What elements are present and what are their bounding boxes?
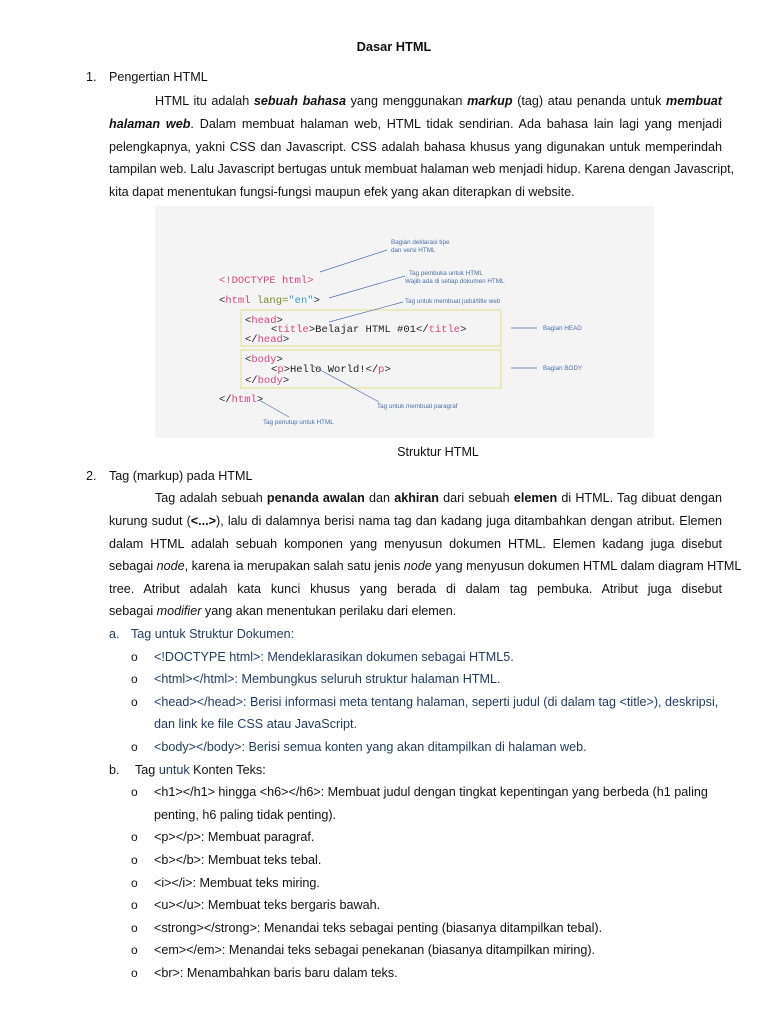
section-2-paragraph-line-5: tree. Atribut adalah kata kunci khusus yang berada di dalam tag pembuka. Atribut juga disebut	[109, 582, 722, 596]
section-1-number: 1.	[86, 70, 97, 84]
pointer-html-open	[329, 276, 405, 298]
bullet-icon: o	[131, 830, 138, 844]
sub-b-item-b: <b></b>: Membuat teks tebal.	[154, 853, 322, 867]
sub-b-item-strong: <strong></strong>: Menandai teks sebagai penting (biasanya ditampilkan tebal).	[154, 921, 603, 935]
sub-b-item-i: <i></i>: Membuat teks miring.	[154, 876, 320, 890]
sub-a-item-html: <html></html>: Membungkus seluruh struktur halaman HTML.	[154, 672, 501, 686]
section-1-paragraph-line-3: pelengkapnya, yakni CSS dan Javascript. CSS adalah bahasa khusus yang digunakan untuk memperindah	[109, 140, 722, 154]
annotation-body: Bagian BODY	[543, 365, 583, 372]
annotation-title: Tag untuk membuat judul/title web	[405, 298, 501, 305]
sub-b-item-headings: <h1></h1> hingga <h6></h6>: Membuat judul dengan tingkat kepentingan yang berbeda (h1 paling	[154, 785, 708, 799]
section-2-heading: Tag (markup) pada HTML	[109, 469, 253, 483]
sub-a-item-head: <head></head>: Berisi informasi meta tentang halaman, seperti judul (di dalam tag <title>), deskripsi,	[154, 695, 719, 709]
bullet-icon: o	[131, 650, 138, 664]
bullet-icon: o	[131, 672, 138, 686]
sub-b-item-u: <u></u>: Membuat teks bergaris bawah.	[154, 898, 381, 912]
html-structure-figure	[155, 206, 654, 438]
sub-a-label: a.	[109, 627, 120, 641]
pointer-html-close	[259, 400, 289, 417]
bullet-icon: o	[131, 740, 138, 754]
sub-a-item-doctype: <!DOCTYPE html>: Mendeklarasikan dokumen sebagai HTML5.	[154, 650, 514, 664]
bullet-icon: o	[131, 966, 138, 980]
bullet-icon: o	[131, 785, 138, 799]
section-1-heading: Pengertian HTML	[109, 70, 208, 84]
section-2-paragraph-line-2: kurung sudut (<...>), lalu di dalamnya berisi nama tag dan kadang juga ditambahkan dengan atribut. Elemen	[109, 514, 722, 528]
bullet-icon: o	[131, 876, 138, 890]
code-doctype: <!DOCTYPE html>	[219, 275, 314, 287]
sub-a-heading: Tag untuk Struktur Dokumen:	[131, 627, 295, 641]
section-1-paragraph-line-2: halaman web. Dalam membuat halaman web, HTML tidak sendirian. Ada bahasa lain lagi yang menjadi	[109, 117, 722, 131]
bullet-icon: o	[131, 943, 138, 957]
annotation-html-open-2: Wajib ada di setiap dokumen HTML	[405, 278, 505, 285]
bullet-icon: o	[131, 921, 138, 935]
sub-b-item-p: <p></p>: Membuat paragraf.	[154, 830, 315, 844]
section-1-paragraph-line-4: tampilan web. Lalu Javascript bertugas untuk membuat halaman web menjadi hidup. Karena dengan Javascript,	[109, 162, 735, 176]
bullet-icon: o	[131, 898, 138, 912]
sub-b-item-em: <em></em>: Menandai teks sebagai penekanan (biasanya ditampilkan miring).	[154, 943, 596, 957]
annotation-doctype-1: Bagian deklarasi tipe	[391, 239, 450, 246]
section-1-paragraph-line-5: kita dapat menentukan fungsi-fungsi maupun efek yang akan diterapkan di website.	[109, 185, 575, 199]
pointer-doctype	[320, 250, 387, 272]
bullet-icon: o	[131, 695, 138, 709]
annotation-head: Bagian HEAD	[543, 325, 582, 332]
section-2-paragraph-line-6: sebagai modifier yang akan menentukan perilaku dari elemen.	[109, 604, 457, 618]
sub-a-item-body: <body></body>: Berisi semua konten yang akan ditampilkan di halaman web.	[154, 740, 587, 754]
sub-b-heading: Tag untuk Konten Teks:	[135, 763, 266, 777]
code-html-open: <html lang="en">	[219, 295, 320, 307]
section-2-number: 2.	[86, 469, 97, 483]
code-title-line: <title>Belajar HTML #01</title>	[271, 324, 467, 336]
sub-a-item-head-continued: dan link ke file CSS atau JavaScript.	[154, 717, 358, 731]
section-2-paragraph-line-1: Tag adalah sebuah penanda awalan dan akhiran dari sebuah elemen di HTML. Tag dibuat dengan	[155, 491, 722, 505]
code-head-close: </head>	[245, 334, 290, 346]
document-title: Dasar HTML	[356, 39, 432, 54]
code-body-open: <body>	[245, 354, 283, 366]
sub-b-item-headings-continued: penting, h6 paling tidak penting).	[154, 808, 337, 822]
code-html-close: </html>	[219, 394, 264, 406]
annotation-html-close: Tag penutup untuk HTML	[263, 419, 334, 426]
sub-b-item-br: <br>: Menambahkan baris baru dalam teks.	[154, 966, 398, 980]
section-2-paragraph-line-3: dalam HTML adalah sebuah komponen yang menyusun dokumen HTML. Elemen kadang juga disebut	[109, 537, 722, 551]
code-p-line: <p>Hello World!</p>	[271, 364, 391, 376]
code-head-open: <head>	[245, 315, 283, 327]
annotation-doctype-2: dan versi HTML	[391, 247, 436, 254]
pointer-title	[329, 302, 403, 322]
sub-b-label: b.	[109, 763, 120, 777]
bullet-icon: o	[131, 853, 138, 867]
annotation-html-open-1: Tag pembuka untuk HTML	[409, 270, 483, 277]
section-2-paragraph-line-4: sebagai node, karena ia merupakan salah satu jenis node yang menyusun dokumen HTML dalam diagram HTML	[109, 559, 742, 573]
annotation-p: Tag untuk membuat paragraf	[377, 403, 458, 410]
section-1-paragraph-line-1: HTML itu adalah sebuah bahasa yang menggunakan markup (tag) atau penanda untuk membuat	[155, 94, 722, 108]
code-body-close: </body>	[245, 375, 290, 387]
figure-caption: Struktur HTML	[397, 445, 479, 459]
